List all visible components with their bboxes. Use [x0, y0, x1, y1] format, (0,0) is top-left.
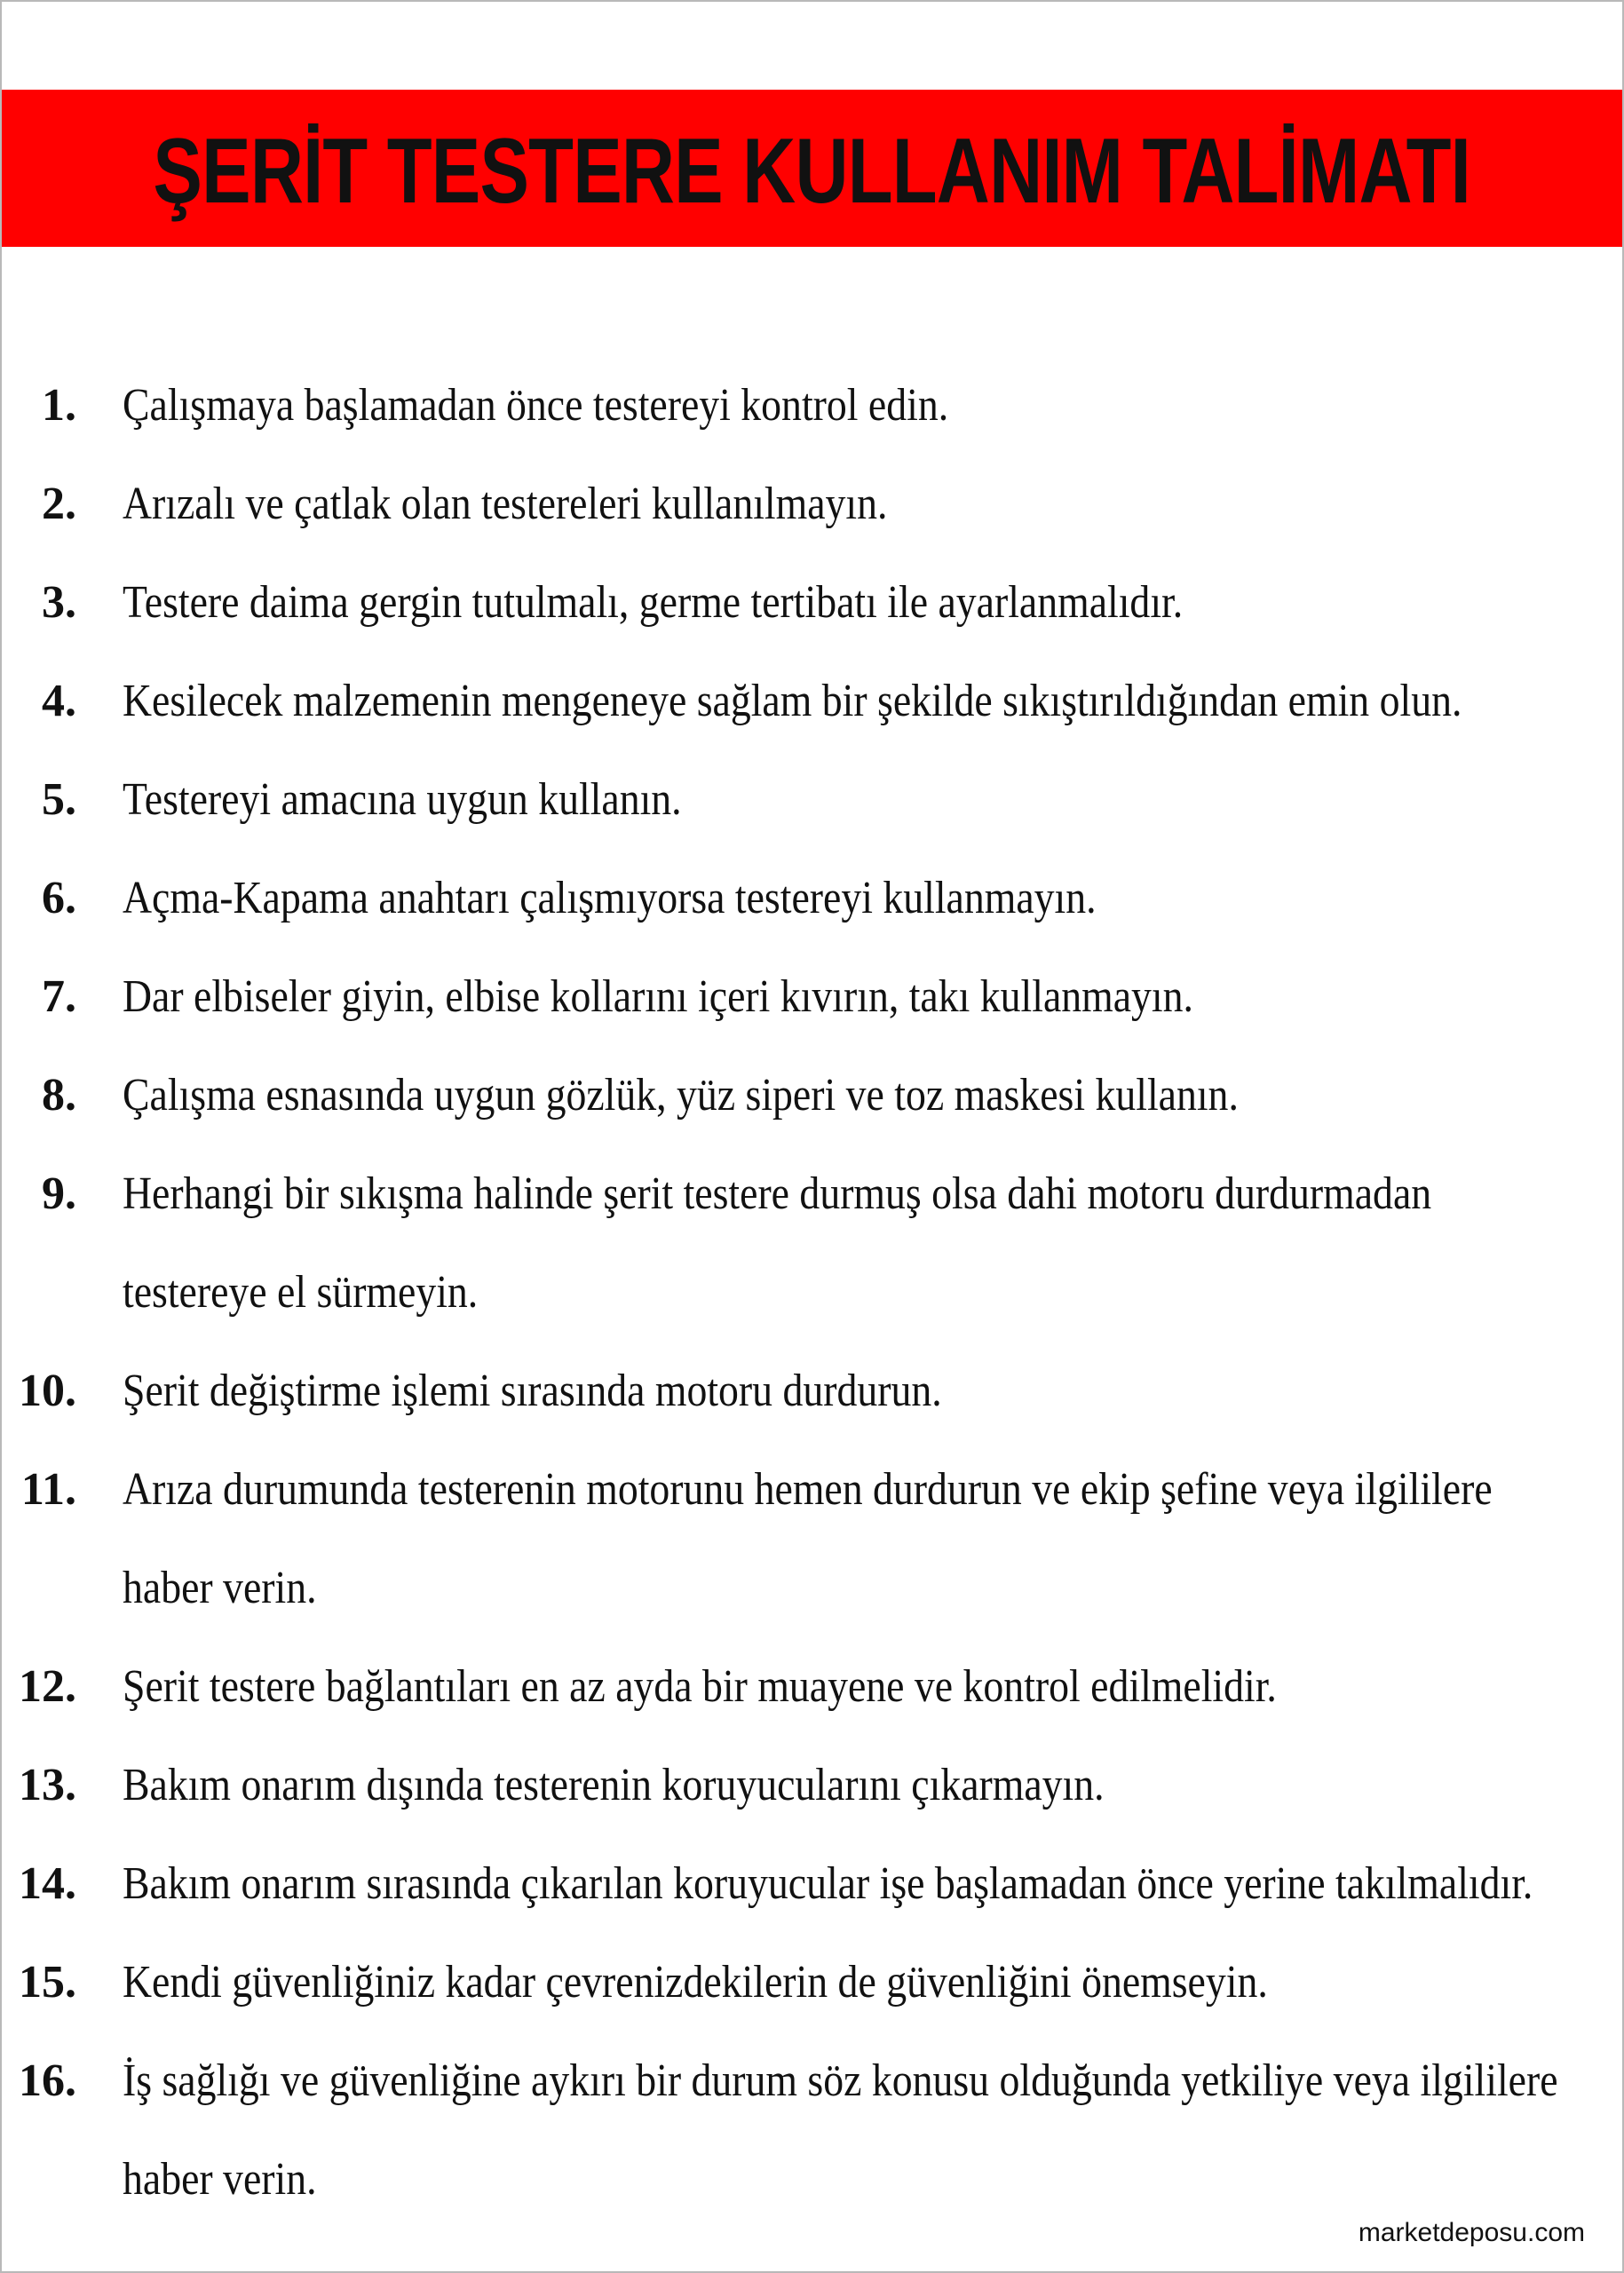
instruction-item: [2, 1934, 1622, 2032]
instruction-number: 15.: [19, 1957, 76, 2008]
instruction-number: 13.: [19, 1760, 76, 1810]
instruction-text: Açma-Kapama anahtarı çalışmıyorsa testereyi kullanmayın.: [123, 873, 1097, 923]
instruction-text: testereye el sürmeyin.: [123, 1267, 479, 1318]
instruction-number: 14.: [19, 1858, 76, 1909]
instruction-item: [2, 948, 1622, 1047]
instruction-item: [2, 455, 1622, 554]
instruction-text: Dar elbiseler giyin, elbise kollarını içeri kıvırın, takı kullanmayın.: [123, 971, 1193, 1022]
instruction-text: Çalışma esnasında uygun gözlük, yüz siperi ve toz maskesi kullanın.: [123, 1070, 1239, 1121]
instruction-number: 9.: [42, 1168, 76, 1219]
instruction-item: [2, 751, 1622, 850]
instruction-text: Herhangi bir sıkışma halinde şerit testere durmuş olsa dahi motoru durdurmadan: [123, 1168, 1432, 1219]
instruction-item: [2, 653, 1622, 751]
instruction-number: 8.: [42, 1070, 76, 1121]
instruction-item: [2, 1737, 1622, 1835]
instruction-number: 10.: [19, 1366, 76, 1416]
instruction-item: [2, 357, 1622, 455]
instruction-item: [2, 2032, 1622, 2229]
instruction-number: 16.: [19, 2055, 76, 2106]
instruction-text: Arıza durumunda testerenin motorunu hemen durdurun ve ekip şefine veya ilgililere: [123, 1464, 1493, 1515]
instruction-text: Kendi güvenliğiniz kadar çevrenizdekilerin de güvenliğini önemseyin.: [123, 1957, 1268, 2008]
instruction-text: Testere daima gergin tutulmalı, germe tertibatı ile ayarlanmalıdır.: [123, 577, 1184, 628]
instruction-number: 6.: [42, 873, 76, 923]
instruction-number: 7.: [42, 971, 76, 1022]
instruction-text: Çalışmaya başlamadan önce testereyi kontrol edin.: [123, 380, 949, 431]
instruction-text: haber verin.: [123, 1563, 317, 1613]
instruction-item: [2, 1145, 1622, 1342]
instruction-text: haber verin.: [123, 2154, 317, 2205]
instruction-number: 12.: [19, 1661, 76, 1712]
instruction-item: [2, 1441, 1622, 1638]
instruction-text: Bakım onarım dışında testerenin koruyucularını çıkarmayın.: [123, 1760, 1105, 1810]
instruction-number: 11.: [20, 1464, 76, 1515]
instruction-item: [2, 1638, 1622, 1737]
instruction-number: 1.: [42, 380, 76, 431]
instruction-number: 5.: [42, 774, 76, 825]
instruction-number: 2.: [42, 479, 76, 529]
instruction-text: Bakım onarım sırasında çıkarılan koruyucular işe başlamadan önce yerine takılmalıdır.: [123, 1858, 1533, 1909]
instruction-item: [2, 1047, 1622, 1145]
instruction-text: Şerit değiştirme işlemi sırasında motoru durdurun.: [123, 1366, 942, 1416]
instruction-list: [2, 2, 1622, 2271]
instruction-item: [2, 554, 1622, 653]
instruction-text: Şerit testere bağlantıları en az ayda bir muayene ve kontrol edilmelidir.: [123, 1661, 1277, 1712]
instruction-text: İş sağlığı ve güvenliğine aykırı bir durum söz konusu olduğunda yetkiliye veya ilgililere: [123, 2055, 1558, 2106]
instruction-number: 3.: [42, 577, 76, 628]
instruction-item: [2, 1342, 1622, 1441]
watermark-text: marketdeposu.com: [1358, 2218, 1585, 2247]
instruction-number: 4.: [42, 676, 76, 726]
instruction-item: [2, 1835, 1622, 1934]
instruction-text: Kesilecek malzemenin mengeneye sağlam bir şekilde sıkıştırıldığından emin olun.: [123, 676, 1462, 726]
sign-title: ŞERİT TESTERE KULLANIM TALİMATI: [153, 120, 1471, 223]
instruction-text: Testereyi amacına uygun kullanın.: [123, 774, 682, 825]
instruction-item: [2, 850, 1622, 948]
instruction-text: Arızalı ve çatlak olan testereleri kullanılmayın.: [123, 479, 888, 529]
